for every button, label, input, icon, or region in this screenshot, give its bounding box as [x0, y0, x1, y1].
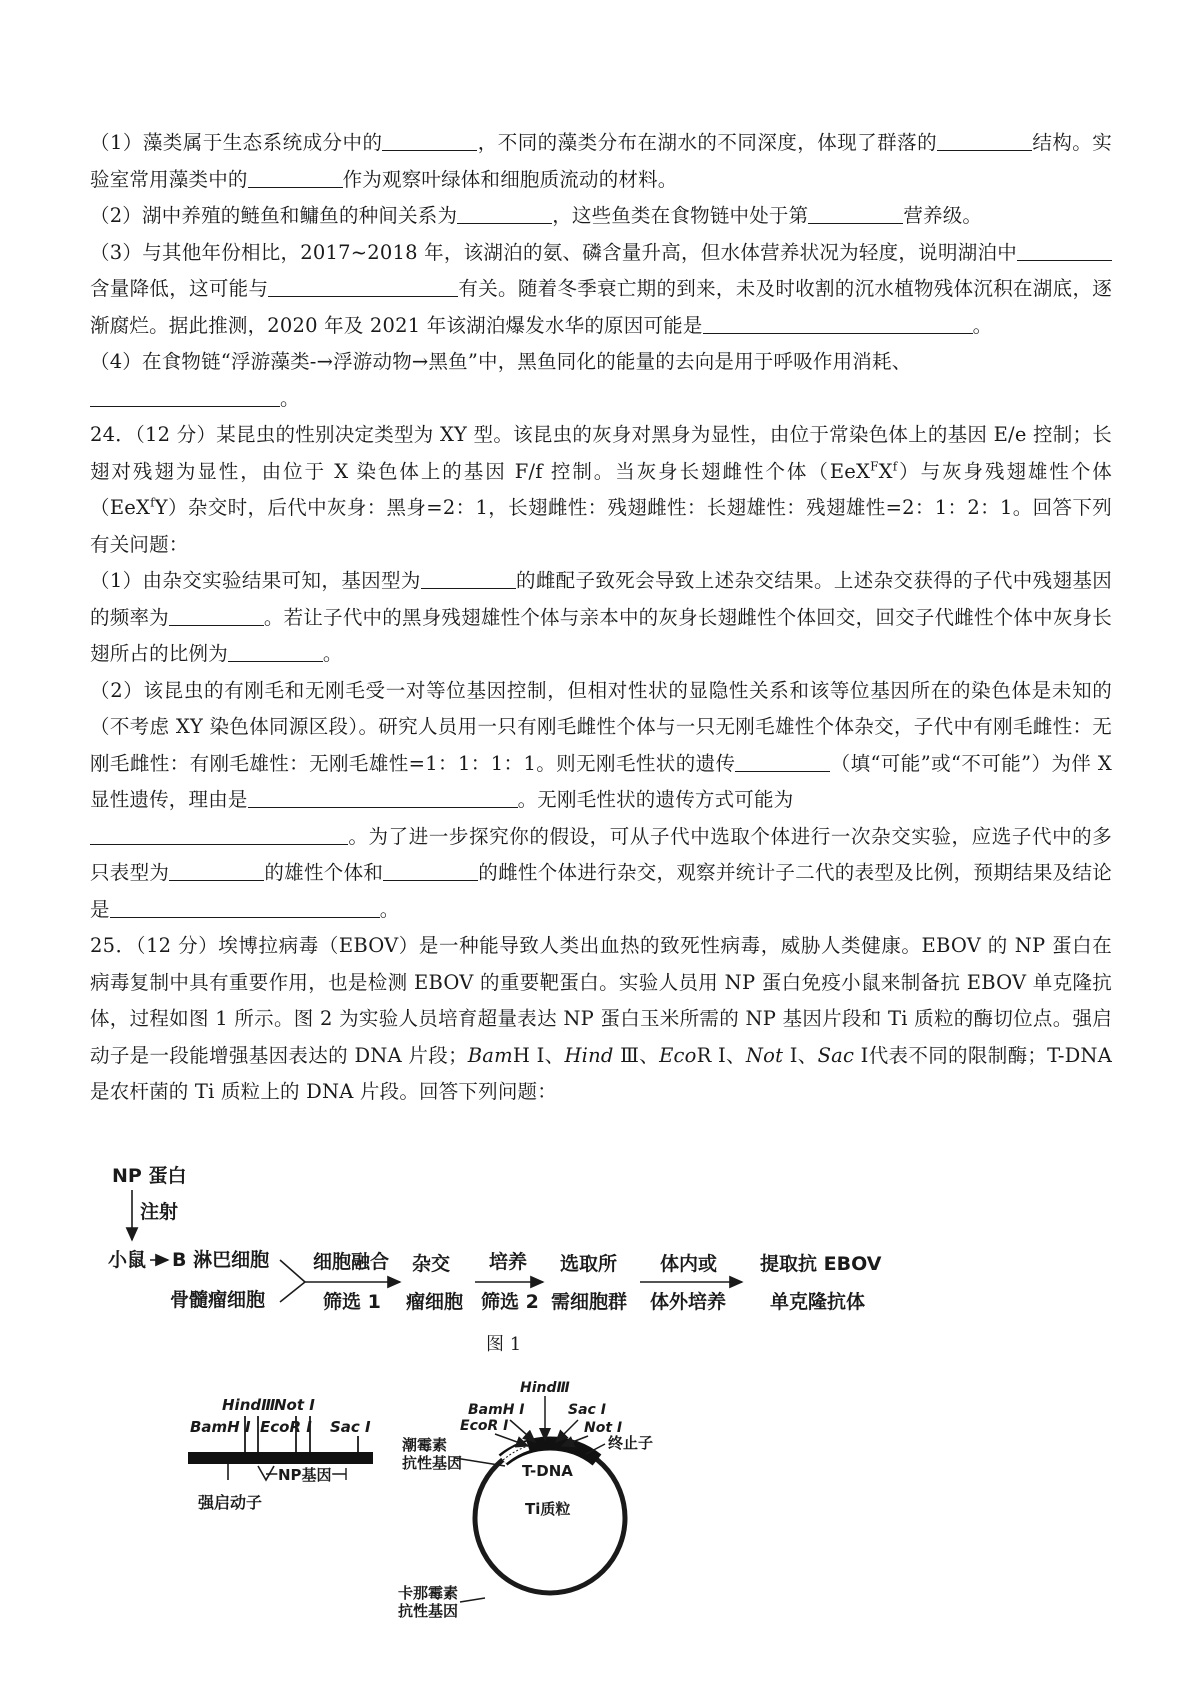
- q25-intro: 25．（12 分）埃博拉病毒（EBOV）是一种能导致人类出血热的致死性病毒，威胁人类健康。EBOV 的 NP 蛋白在病毒复制中具有重要作用，也是检测 EBOV 的重要靶蛋白。实验人员用 NP 蛋白免疫小鼠来制备抗 EBOV 单克隆抗体，过程如图 1 所示。图 2 为实验人员培育超量表达 NP 蛋白玉米所需的 NP 基因片段和 Ti 质粒的酶切位点。强启动子是一段能增强基因表达的 DNA 片段；BamH Ⅰ、Hind Ⅲ、EcoR Ⅰ、Not Ⅰ、Sac Ⅰ代表不同的限制酶；T-DNA 是农杆菌的 Ti 质粒上的 DNA 片段。回答下列问题：: [90, 934, 1112, 1103]
- ti-plasmid-label: Ti质粒: [525, 1500, 571, 1518]
- q24-part2: （2）该昆虫的有刚毛和无刚毛受一对等位基因控制，但相对性状的显隐性关系和该等位基因所在的染色体是未知的（不考虑 XY 染色体同源区段）。研究人员用一只有刚毛雌性个体与一只无刚毛雄性个体杂交，子代中有刚毛雌性：无刚毛雌性：有刚毛雄性：无刚毛雄性=1：1：1：1。则无刚毛性状的遗传 （填“可能”或“不可能”）为伴 X 显性遗传，理由是 。无刚毛性状的遗传方式可能为 。为了进一步探究你的假设，可从子代中选取个体进行一次杂交实验，应选子代中的多只表型为 的雄性个体和 的雌性个体进行杂交，观察并统计子二代的表型及比例，预期结果及结论是 。: [90, 678, 1113, 921]
- answer-blank[interactable]: [90, 386, 280, 407]
- np-protein-label: NP 蛋白: [112, 1165, 187, 1187]
- answer-blank[interactable]: [703, 313, 973, 334]
- plasmid-hind-label: HindⅢ: [520, 1380, 570, 1396]
- screen1-label: 筛选 1: [323, 1291, 381, 1313]
- q23-part4: （4）在食物链“浮游藻类-→浮游动物→黑鱼”中，黑鱼同化的能量的去向是用于呼吸作用消耗、 。: [90, 350, 912, 410]
- extract-label-1: 提取抗 EBOV: [760, 1253, 882, 1275]
- answer-blank[interactable]: [248, 167, 343, 188]
- answer-blank[interactable]: [228, 641, 323, 662]
- answer-blank[interactable]: [1017, 240, 1112, 261]
- dna-fragment-bar: [188, 1452, 373, 1464]
- np-gene-label: NP基因: [278, 1466, 332, 1484]
- culture-label: 培养: [489, 1251, 528, 1273]
- hygromycin-label-2: 抗性基因: [402, 1454, 463, 1472]
- answer-blank[interactable]: [457, 203, 552, 224]
- q23-part3: （3）与其他年份相比，2017~2018 年，该湖泊的氨、磷含量升高，但水体营养状况为轻度，说明湖泊中含量降低，这可能与 有关。随着冬季衰亡期的到来，未及时收割的沉水植物残体沉积在湖底，逐渐腐烂。据此推测，2020 年及 2021 年该湖泊爆发水华的原因可能是 。: [90, 240, 1112, 337]
- sac-site-label: Sac Ⅰ: [330, 1418, 371, 1436]
- myeloma-label: 骨髓瘤细胞: [170, 1289, 266, 1311]
- kanamycin-label-2: 抗性基因: [398, 1602, 459, 1620]
- extract-label-2: 单克隆抗体: [770, 1291, 866, 1313]
- plasmid-eco-arrow: [495, 1434, 528, 1446]
- kanamycin-gene-region: [475, 1580, 488, 1608]
- select-label-1: 选取所: [560, 1253, 618, 1275]
- answer-blank[interactable]: [169, 605, 264, 626]
- answer-blank[interactable]: [90, 824, 348, 845]
- figure-2-diagram: [0, 1370, 1200, 1690]
- plasmid-sac-label: Sac Ⅰ: [568, 1402, 606, 1418]
- answer-blank[interactable]: [808, 203, 903, 224]
- answer-blank[interactable]: [169, 860, 264, 881]
- gene-start-marker: [258, 1466, 274, 1480]
- strong-promoter-label: 强启动子: [198, 1493, 263, 1512]
- eco-site-label: EcoR Ⅰ: [260, 1418, 312, 1436]
- fusion-label: 细胞融合: [313, 1251, 390, 1273]
- select-label-2: 需细胞群: [551, 1291, 628, 1313]
- q24-intro: 24．（12 分）某昆虫的性别决定类型为 XY 型。该昆虫的灰身对黑身为显性，由位于常染色体上的基因 E/e 控制；长翅对残翅为显性，由位于 X 染色体上的基因 F/f 控制。当灰身长翅雌性个体$(EeX^FX^f)$与灰身残翅雄性个体（EeX$^f$Y）杂交时，后代中灰身：黑身=2：1，长翅雌性：残翅雌性：长翅雄性：残翅雄性=2：1：2：1。回答下列有关问题：: [90, 423, 1112, 556]
- figure-1-flowchart: [0, 1160, 1200, 1360]
- not-site-label: Not Ⅰ: [274, 1396, 315, 1414]
- answer-blank[interactable]: [110, 897, 380, 918]
- terminator-label: 终止子: [608, 1434, 654, 1452]
- plasmid-bam-label: BamH Ⅰ: [468, 1402, 525, 1418]
- hybridoma-label-1: 杂交: [412, 1253, 451, 1275]
- hind-site-label: HindⅢ: [222, 1396, 276, 1414]
- b-lymphocyte-label: B 淋巴细胞: [172, 1249, 270, 1271]
- mouse-label: 小鼠: [108, 1249, 147, 1271]
- answer-blank[interactable]: [421, 568, 516, 589]
- screen2-label: 筛选 2: [481, 1291, 539, 1313]
- answer-blank[interactable]: [268, 276, 458, 297]
- q23-part2: （2）湖中养殖的鲢鱼和鳙鱼的种间关系为 ，这些鱼类在食物链中处于第 营养级。: [90, 204, 983, 227]
- answer-blank[interactable]: [382, 130, 477, 151]
- hygromycin-label-1: 潮霉素: [402, 1436, 448, 1454]
- kanamycin-label-1: 卡那霉素: [398, 1584, 459, 1602]
- inject-label: 注射: [140, 1201, 179, 1223]
- q23-part1: （1）藻类属于生态系统成分中的 ，不同的藻类分布在湖水的不同深度，体现了群落的 结构。实验室常用藻类中的 作为观察叶绿体和细胞质流动的材料。: [90, 131, 1112, 191]
- answer-blank[interactable]: [383, 860, 478, 881]
- exam-page: [90, 125, 1112, 1111]
- answer-blank[interactable]: [248, 787, 518, 808]
- plasmid-eco-label: EcoR Ⅰ: [460, 1418, 509, 1434]
- in-vitro-label: 体外培养: [650, 1291, 727, 1313]
- merge-bracket: [280, 1260, 305, 1302]
- plasmid-not-label: Not Ⅰ: [584, 1420, 623, 1436]
- answer-blank[interactable]: [937, 130, 1032, 151]
- t-dna-label: T-DNA: [522, 1462, 573, 1480]
- hybridoma-label-2: 瘤细胞: [406, 1291, 464, 1313]
- figure-1-caption: 图 1: [486, 1334, 522, 1355]
- q24-part1: （1）由杂交实验结果可知，基因型为 的雌配子致死会导致上述杂交结果。上述杂交获得的子代中残翅基因的频率为 。若让子代中的黑身残翅雄性个体与亲本中的灰身长翅雌性个体回交，回交子代雌性个体中灰身长翅所占的比例为 。: [90, 569, 1112, 665]
- bam-site-label: BamH Ⅰ: [190, 1418, 251, 1436]
- plasmid-bam-arrow: [510, 1420, 535, 1442]
- answer-blank[interactable]: [735, 751, 830, 772]
- in-vivo-label: 体内或: [660, 1253, 718, 1275]
